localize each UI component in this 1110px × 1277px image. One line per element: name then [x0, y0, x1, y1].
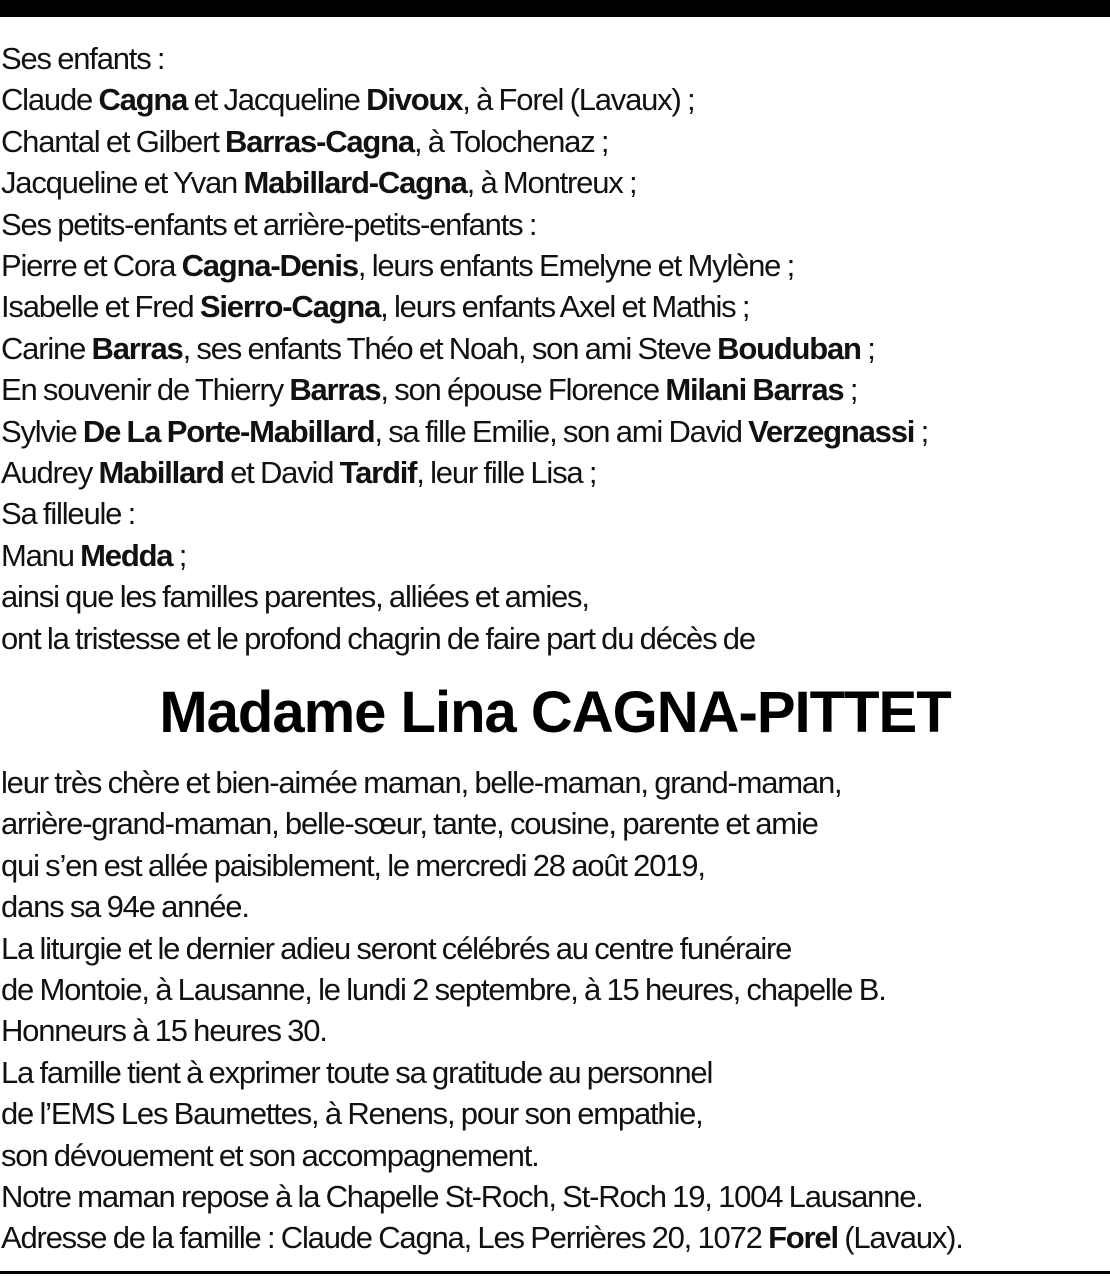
family-list: [1, 38, 1107, 659]
text-run: qui s’en est allée paisiblement, le mercredi 28 août 2019,: [1, 847, 705, 883]
text-run: , ses enfants Théo et Noah, son ami Steve: [182, 330, 718, 366]
text-run: Notre maman repose à la Chapelle St-Roch, St-Roch 19, 1004 Lausanne.: [1, 1179, 923, 1215]
surname: Barras: [91, 330, 183, 366]
surname: Cagna-Denis: [181, 248, 358, 284]
text-run: , à Forel (Lavaux) ;: [462, 82, 695, 118]
family-line: [1, 328, 1107, 369]
family-line: [1, 493, 1107, 534]
body-line: [1, 1176, 1107, 1217]
text-run: Manu: [1, 537, 81, 573]
text-run: ainsi que les familles parentes, alliées et amies,: [1, 579, 589, 615]
text-run: Chantal et Gilbert: [1, 123, 226, 159]
text-run: Honneurs à 15 heures 30.: [1, 1013, 327, 1049]
text-run: ;: [860, 330, 875, 366]
body-line: [1, 1135, 1107, 1176]
surname: Verzegnassi: [748, 413, 915, 449]
surname: Mabillard: [98, 455, 224, 491]
text-run: , leurs enfants Axel et Mathis ;: [380, 289, 750, 325]
surname: Divoux: [366, 82, 463, 118]
surname: De La Porte-Mabillard: [82, 413, 375, 449]
bottom-rule: [0, 1271, 1110, 1274]
text-run: leur très chère et bien-aimée maman, belle-maman, grand-maman,: [1, 765, 842, 800]
family-line: [1, 452, 1107, 493]
text-run: Audrey: [1, 455, 99, 491]
surname: Forel: [768, 1220, 838, 1256]
body-line: [1, 1217, 1107, 1258]
text-run: La liturgie et le dernier adieu seront célébrés au centre funéraire: [1, 930, 792, 966]
text-run: de Montoie, à Lausanne, le lundi 2 septembre, à 15 heures, chapelle B.: [1, 972, 886, 1008]
surname: Milani Barras: [665, 372, 844, 408]
text-run: et Jacqueline: [187, 82, 367, 118]
text-run: , sa fille Emilie, son ami David: [374, 413, 749, 449]
text-run: , à Montreux ;: [466, 165, 637, 201]
text-run: Adresse de la famille : Claude Cagna, Les Perrières 20, 1072: [1, 1220, 769, 1256]
body-line: [1, 969, 1107, 1010]
text-run: Pierre et Cora: [1, 248, 182, 284]
surname: Bouduban: [717, 330, 861, 366]
family-line: [1, 576, 1107, 617]
text-run: Claude: [1, 82, 99, 118]
family-line: [1, 369, 1107, 410]
family-line: [1, 286, 1107, 327]
text-run: Sylvie: [1, 413, 83, 449]
text-run: Ses enfants :: [1, 41, 165, 76]
family-line: [1, 204, 1107, 245]
text-run: , leurs enfants Emelyne et Mylène ;: [357, 248, 795, 284]
text-run: , leur fille Lisa ;: [416, 455, 597, 491]
text-run: En souvenir de Thierry: [1, 372, 290, 408]
body-line: [1, 762, 1107, 803]
family-line: [1, 79, 1107, 120]
surname: Tardif: [339, 455, 417, 491]
family-line: [1, 535, 1107, 576]
text-run: , à Tolochenaz ;: [413, 123, 609, 159]
text-run: arrière-grand-maman, belle-sœur, tante, cousine, parente et amie: [1, 806, 818, 842]
text-run: et David: [223, 455, 340, 491]
body-line: [1, 1052, 1107, 1093]
surname: Medda: [80, 537, 173, 573]
surname: Sierro-Cagna: [199, 289, 381, 325]
text-run: Carine: [1, 330, 92, 366]
deceased-name: Madame Lina CAGNA-PITTET: [159, 680, 951, 745]
text-run: Jacqueline et Yvan: [1, 165, 244, 201]
family-line: [1, 618, 1107, 659]
text-run: de l’EMS Les Baumettes, à Renens, pour son empathie,: [1, 1096, 703, 1132]
family-line: [1, 38, 1107, 79]
announcement-body: [1, 762, 1107, 1259]
text-run: Isabelle et Fred: [1, 289, 200, 325]
body-line: [1, 928, 1107, 969]
body-line: [1, 845, 1107, 886]
text-run: (Lavaux).: [837, 1220, 963, 1256]
text-run: ont la tristesse et le profond chagrin de faire part du décès de: [1, 620, 755, 656]
surname: Barras: [289, 372, 381, 408]
text-run: ;: [914, 413, 929, 449]
text-run: , son épouse Florence: [380, 372, 666, 408]
family-line: [1, 121, 1107, 162]
text-run: son dévouement et son accompagnement.: [1, 1137, 539, 1173]
family-line: [1, 245, 1107, 286]
top-rule: [0, 0, 1110, 17]
text-run: dans sa 94e année.: [1, 889, 249, 925]
family-line: [1, 162, 1107, 203]
text-run: Ses petits-enfants et arrière-petits-enfants :: [1, 206, 537, 242]
body-line: [1, 1093, 1107, 1134]
text-run: ;: [172, 537, 187, 573]
text-run: Sa filleule :: [1, 496, 136, 532]
body-line: [1, 886, 1107, 927]
text-run: ;: [843, 372, 858, 408]
body-line: [1, 803, 1107, 844]
surname: Mabillard-Cagna: [243, 165, 467, 201]
body-line: [1, 1010, 1107, 1051]
surname: Barras-Cagna: [225, 123, 414, 159]
family-line: [1, 411, 1107, 452]
surname: Cagna: [98, 82, 188, 118]
text-run: La famille tient à exprimer toute sa gratitude au personnel: [1, 1054, 713, 1090]
